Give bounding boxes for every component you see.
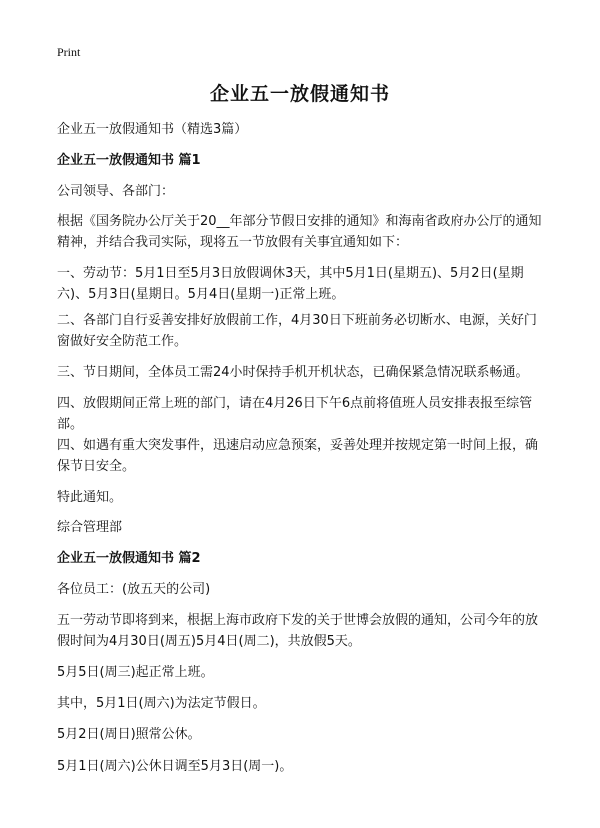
- closing-notice: 特此通知。: [57, 490, 123, 505]
- signature-department: 综合管理部: [57, 520, 123, 535]
- paragraph-item-5: 四、如遇有重大突发事件，迅速启动应急预案，妥善处理并按规定第一时间上报，确保节日安全。: [57, 438, 539, 474]
- section-heading-2: 企业五一放假通知书 篇2: [57, 551, 201, 566]
- paragraph-item-1: 一、劳动节：5月1日至5月3日放假调休3天，其中5月1日(星期五)、5月2日(星期六)、5月3日(星期日。5月4日(星期一)正常上班。: [57, 266, 524, 302]
- paragraph-legal-holiday: 其中，5月1日(周六)为法定节假日。: [57, 696, 266, 711]
- salutation-1: 公司领导、各部门：: [57, 184, 175, 199]
- section-heading-1: 企业五一放假通知书 篇1: [57, 153, 201, 168]
- paragraph-swap-day: 5月1日(周六)公休日调至5月3日(周一)。: [57, 759, 293, 774]
- document-title: 企业五一放假通知书: [209, 83, 390, 105]
- paragraph-item-4: 四、放假期间正常上班的部门，请在4月26日下午6点前将值班人员安排表报至综管部。: [57, 396, 533, 432]
- paragraph-item-3: 三、节日期间，全体员工需24小时保持手机开机状态，已确保紧急情况联系畅通。: [57, 365, 529, 380]
- print-link[interactable]: Print: [57, 45, 81, 59]
- salutation-2: 各位员工：(放五天的公司): [57, 582, 211, 597]
- paragraph-basis: 根据《国务院办公厅关于20__年部分节假日安排的通知》和海南省政府办公厅的通知精神，并结合我司实际，现将五一节放假有关事宜通知如下：: [57, 214, 542, 250]
- paragraph-announcement: 五一劳动节即将到来，根据上海市政府下发的关于世博会放假的通知，公司今年的放假时间为4月30日(周五)5月4日(周二)，共放假5天。: [57, 613, 539, 649]
- document-subtitle: 企业五一放假通知书（精选3篇）: [57, 122, 248, 137]
- paragraph-resume-work: 5月5日(周三)起正常上班。: [57, 665, 214, 680]
- paragraph-item-2: 二、各部门自行妥善安排好放假前工作，4月30日下班前务必切断水、电源，关好门窗做好安全防范工作。: [57, 313, 537, 349]
- paragraph-sunday: 5月2日(周日)照常公休。: [57, 727, 201, 742]
